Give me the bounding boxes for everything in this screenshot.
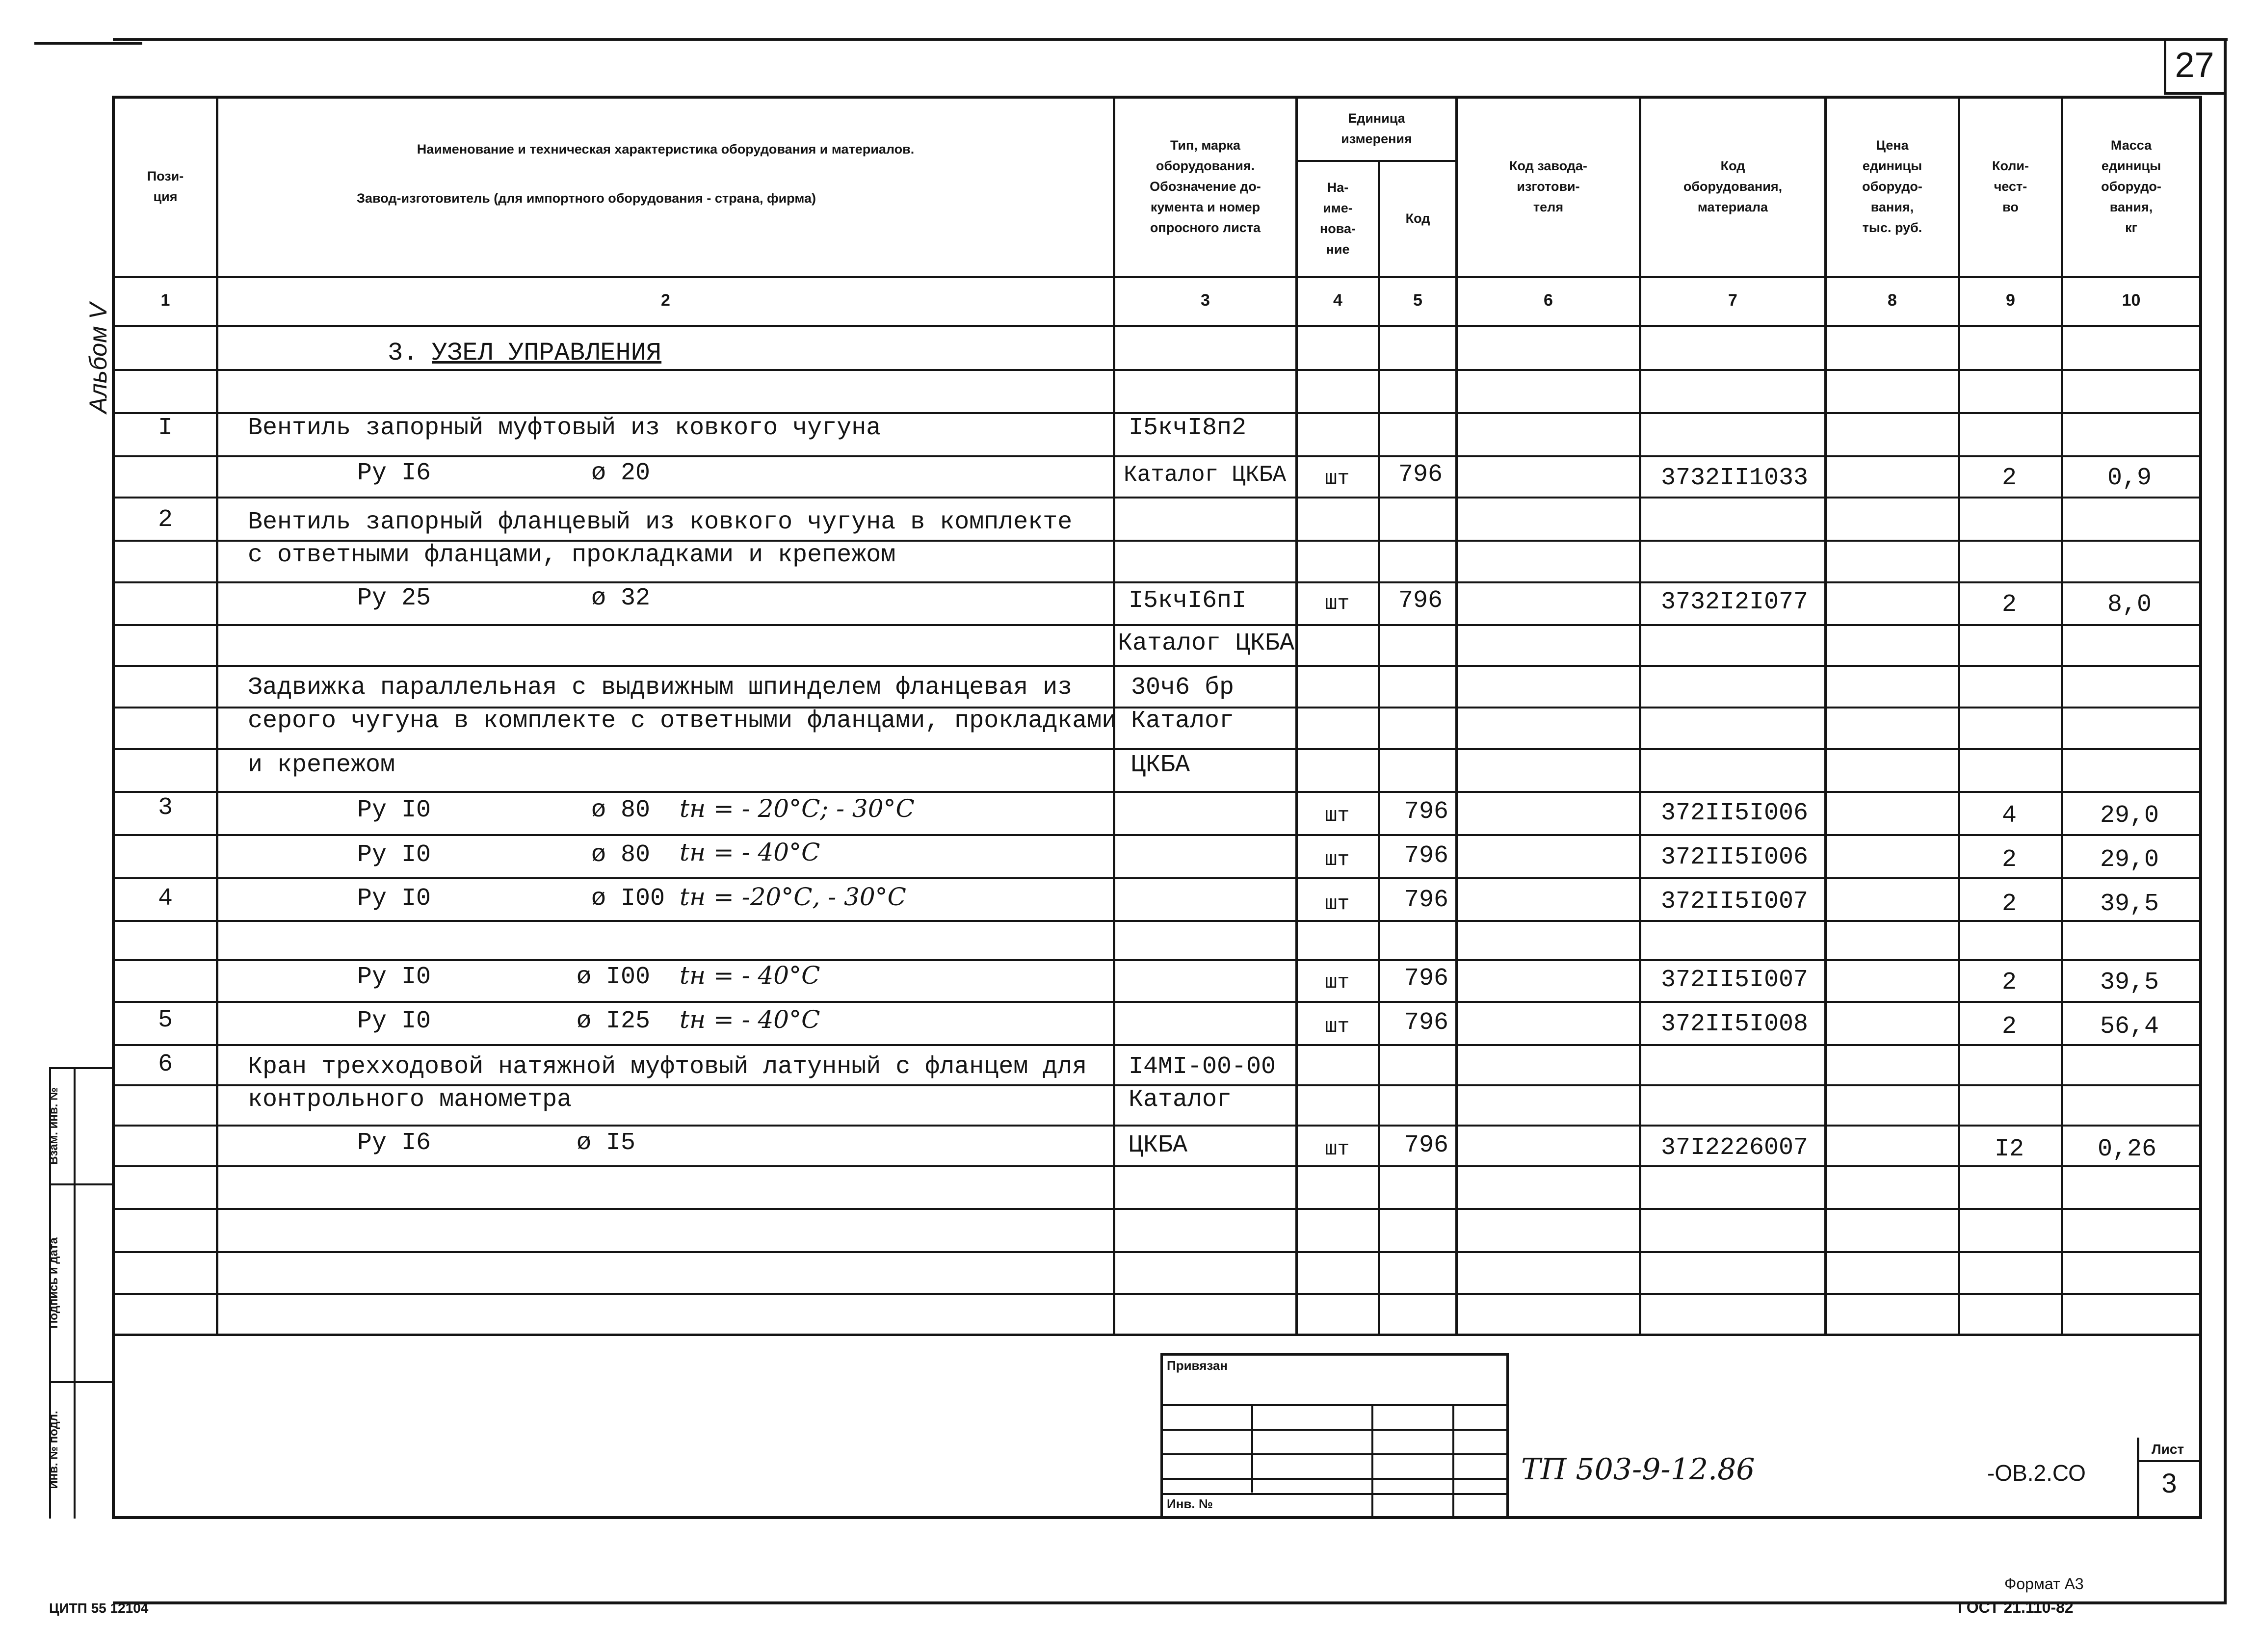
row-line <box>112 624 2202 626</box>
mass-1: 0,9 <box>2107 464 2152 492</box>
row-line <box>112 1125 2202 1127</box>
row-line <box>112 1293 2202 1295</box>
py-4: Ру I0 <box>357 885 431 913</box>
unit-1: шт <box>1325 467 1350 490</box>
code-5: 796 <box>1404 1009 1449 1037</box>
row-line <box>112 455 2202 457</box>
type-2: I5кчI6пI <box>1129 587 1247 615</box>
data-area-bottom <box>112 1334 2202 1336</box>
equip-3b: 372II5I006 <box>1661 843 1809 871</box>
row-line <box>112 791 2202 793</box>
album-label: Альбом V <box>84 303 112 414</box>
frame-bottom <box>113 1601 2227 1604</box>
equip-4b: 372II5I007 <box>1661 966 1809 994</box>
row-line <box>112 920 2202 922</box>
header-name-1: Наименование и техническая характеристика оборудования и материалов. <box>417 142 915 157</box>
stamp-row3 <box>1160 1453 1509 1455</box>
name-1: Вентиль запорный муфтовый из ковкого чугуна <box>248 414 881 442</box>
stamp-row5 <box>1160 1493 1509 1495</box>
dn-6: ø I5 <box>577 1129 636 1157</box>
row-line <box>112 1251 2202 1253</box>
colnum-8: 8 <box>1888 290 1897 310</box>
dn-5: ø I25 <box>577 1007 651 1035</box>
row-line <box>112 1044 2202 1046</box>
list-box-mid <box>2137 1460 2201 1462</box>
code-4b: 796 <box>1404 965 1449 993</box>
table-bottom <box>112 1516 2202 1519</box>
name-6: Кран трехходовой натяжной муфтовый латунный с фланцем для <box>248 1053 1087 1081</box>
colnum-1: 1 <box>160 290 170 310</box>
colnum-10: 10 <box>2122 290 2141 310</box>
colnum-2: 2 <box>661 290 670 310</box>
mass-3: 29,0 <box>2100 802 2159 830</box>
row-line <box>112 959 2202 961</box>
equip-6: 37I2226007 <box>1661 1134 1809 1162</box>
side-stamp-replace-inv: Взам. инв. № <box>47 1087 60 1165</box>
sheet-box-bottom <box>2164 92 2225 95</box>
header-factory-code: Код завода- изготови- теля <box>1509 158 1587 214</box>
row-line <box>112 748 2202 750</box>
pos-5: 5 <box>158 1006 173 1034</box>
py-5: Ру I0 <box>357 1007 431 1035</box>
stamp-box-top <box>1160 1353 1509 1356</box>
stamp-privyazan: Привязан <box>1167 1358 1228 1373</box>
colnum-7: 7 <box>1728 290 1737 310</box>
unit-2: шт <box>1325 592 1350 615</box>
stamp-col3 <box>1452 1404 1454 1518</box>
list-label: Лист <box>2152 1442 2184 1457</box>
gost-label: ГОСТ 21.110-82 <box>1958 1599 2074 1616</box>
name-3b: серого чугуна в комплекте с ответными фланцами, прокладками <box>248 707 1117 735</box>
header-position: Пози- ция <box>147 169 184 204</box>
header-unit: Единица измерения <box>1341 111 1412 146</box>
footer-left: ЦИТП 55 12104 <box>49 1600 149 1616</box>
list-number: 3 <box>2161 1468 2177 1498</box>
qty-2: 2 <box>2001 591 2017 619</box>
equip-1: 3732II1033 <box>1661 464 1809 492</box>
dn-1: ø 20 <box>591 459 651 487</box>
side-stamp-top <box>49 1067 114 1069</box>
dn-2: ø 32 <box>591 584 651 612</box>
unit-3b: шт <box>1325 848 1350 871</box>
doc-suffix: -ОВ.2.СО <box>1987 1460 2086 1486</box>
temp-4: tн = -20°С, - 30°С <box>680 883 906 911</box>
header-price: Цена единицы оборудо- вания, тыс. руб. <box>1862 138 1922 235</box>
pos-2: 2 <box>158 506 173 534</box>
code-3b: 796 <box>1404 842 1449 870</box>
stamp-row1 <box>1160 1404 1509 1406</box>
equip-5: 372II5I008 <box>1661 1010 1809 1038</box>
dn-4b: ø I00 <box>577 963 651 991</box>
temp-4b: tн = - 40°С <box>680 961 820 990</box>
type-6b: ЦКБА <box>1129 1131 1188 1159</box>
type-6: I4МI-00-00 <box>1129 1053 1276 1081</box>
row-line <box>112 1208 2202 1210</box>
mass-4b: 39,5 <box>2100 969 2159 996</box>
pos-6: 6 <box>158 1050 173 1078</box>
doc-code: ТП 503-9-12.86 <box>1521 1452 1755 1487</box>
side-stamp-div1 <box>49 1183 114 1185</box>
stamp-row4 <box>1160 1478 1509 1480</box>
temp-3: tн = - 20°С; - 30°С <box>680 794 915 823</box>
numrow-bottom <box>112 325 2202 327</box>
mass-2: 8,0 <box>2107 591 2152 619</box>
equip-4: 372II5I007 <box>1661 888 1809 916</box>
py-3b: Ру I0 <box>357 841 431 869</box>
py-3: Ру I0 <box>357 796 431 824</box>
qty-1: 2 <box>2001 464 2017 492</box>
qty-3: 4 <box>2001 802 2017 830</box>
header-unit-name: На- име- нова- ние <box>1319 180 1356 257</box>
row-line <box>112 581 2202 583</box>
mass-6: 0,26 <box>2098 1135 2157 1163</box>
dn-4: ø I00 <box>591 885 665 913</box>
type-1: I5кчI8п2 <box>1129 414 1247 442</box>
qty-5: 2 <box>2001 1013 2017 1041</box>
side-stamp-signature: Подпись и дата <box>47 1237 60 1329</box>
type-2b: Каталог ЦКБА <box>1118 629 1295 657</box>
section-title: УЗЕЛ УПРАВЛЕНИЯ <box>432 339 662 367</box>
unit-5: шт <box>1325 1015 1350 1038</box>
code-4: 796 <box>1404 886 1449 914</box>
side-stamp-mid <box>74 1067 76 1519</box>
qty-4: 2 <box>2001 890 2017 918</box>
table-right <box>2199 96 2202 1519</box>
colnum-6: 6 <box>1544 290 1553 310</box>
py-6: Ру I6 <box>357 1129 431 1157</box>
type-3c: ЦКБА <box>1131 751 1190 779</box>
equip-2: 3732I2I077 <box>1661 588 1809 616</box>
row-line <box>112 1001 2202 1003</box>
top-rule-left <box>34 42 142 45</box>
type-3a: 30ч6 бр <box>1131 674 1235 702</box>
header-name-2: Завод-изготовитель (для импортного оборудования - страна, фирма) <box>357 191 816 206</box>
name-3a: Задвижка параллельная с выдвижным шпинделем фланцевая из <box>248 674 1073 702</box>
code-6: 796 <box>1404 1131 1449 1159</box>
stamp-inv-no: Инв. № <box>1167 1496 1213 1511</box>
py-2: Ру 25 <box>357 584 431 612</box>
qty-4b: 2 <box>2001 969 2017 996</box>
sheet-number: 27 <box>2175 46 2214 85</box>
py-1: Ру I6 <box>357 459 431 487</box>
name-3c: и крепежом <box>248 751 395 779</box>
header-quantity: Коли- чест- во <box>1992 158 2029 214</box>
temp-5: tн = - 40°С <box>680 1005 820 1034</box>
row-line <box>112 877 2202 879</box>
type-1b: Каталог ЦКБА <box>1124 462 1287 488</box>
frame-top <box>113 38 2228 41</box>
header-mass: Масса единицы оборудо- вания, кг <box>2101 138 2161 235</box>
qty-6: I2 <box>1994 1135 2024 1163</box>
code-3: 796 <box>1404 798 1449 826</box>
mass-4: 39,5 <box>2100 890 2159 918</box>
header-type: Тип, марка оборудования. Обозначение до- кумента и номер опросного листа <box>1150 138 1261 235</box>
header-equipment-code: Код оборудования, материала <box>1683 158 1783 214</box>
temp-3b: tн = - 40°С <box>680 838 820 866</box>
name-2: Вентиль запорный фланцевый из ковкого чугуна в комплекте <box>248 508 1073 536</box>
py-4b: Ру I0 <box>357 963 431 991</box>
equip-3: 372II5I006 <box>1661 799 1809 827</box>
row-line <box>112 369 2202 371</box>
mass-3b: 29,0 <box>2100 846 2159 874</box>
side-stamp-orig-inv: Инв. № подл. <box>47 1411 60 1489</box>
frame-right <box>2224 38 2227 1603</box>
row-line <box>112 497 2202 498</box>
dn-3: ø 80 <box>591 796 651 824</box>
code-1: 796 <box>1398 461 1443 489</box>
colnum-9: 9 <box>2006 290 2015 310</box>
row-line <box>112 1165 2202 1167</box>
section-number: 3. <box>388 339 419 367</box>
unit-3: шт <box>1325 804 1350 827</box>
format-label: Формат А3 <box>2004 1575 2084 1593</box>
name-6a: контрольного манометра <box>248 1086 572 1114</box>
colnum-4: 4 <box>1333 290 1342 310</box>
code-2: 796 <box>1398 587 1443 615</box>
pos-1: I <box>158 414 173 442</box>
stamp-col1 <box>1251 1404 1253 1493</box>
qty-3b: 2 <box>2001 846 2017 874</box>
type-6a: Каталог <box>1129 1086 1232 1114</box>
stamp-row2 <box>1160 1429 1509 1431</box>
stamp-col2 <box>1371 1404 1373 1518</box>
row-line <box>112 834 2202 836</box>
unit-4: шт <box>1325 892 1350 916</box>
unit-6: шт <box>1325 1137 1350 1161</box>
pos-3: 3 <box>158 794 173 822</box>
name-2a: с ответными фланцами, прокладками и крепежом <box>248 541 896 569</box>
header-unit-code: Код <box>1405 211 1430 226</box>
mass-5: 56,4 <box>2100 1013 2159 1041</box>
colnum-5: 5 <box>1413 290 1422 310</box>
side-stamp-div2 <box>49 1381 114 1383</box>
pos-4: 4 <box>158 885 173 913</box>
dn-3b: ø 80 <box>591 841 651 869</box>
type-3b: Каталог <box>1131 707 1235 735</box>
row-line <box>112 665 2202 667</box>
unit-4b: шт <box>1325 970 1350 994</box>
colnum-3: 3 <box>1201 290 1210 310</box>
